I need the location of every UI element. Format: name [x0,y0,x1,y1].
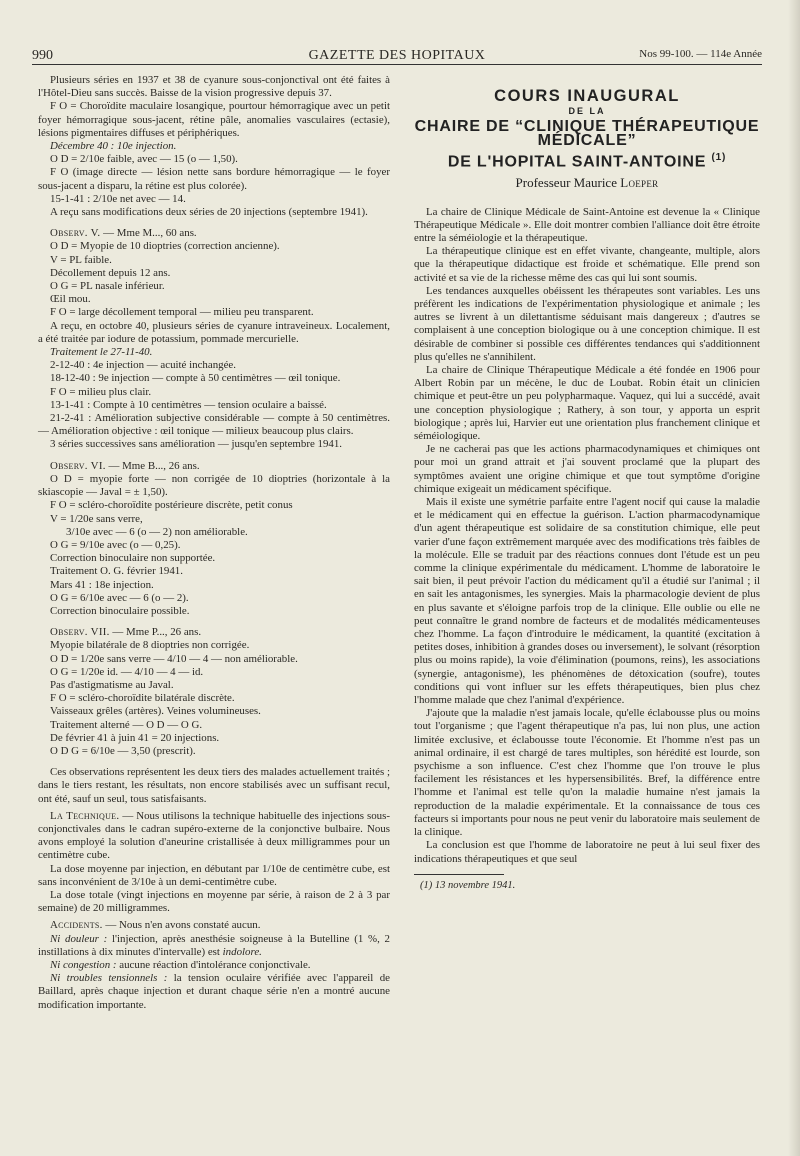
obs-line: Traitement O. G. février 1941. [50,565,183,578]
obs-line: Décollement depuis 12 ans. [50,266,171,279]
paragraph: La dose totale (vingt injections en moyenne par série, à raison de 2 à 3 par semaine) de 20 milligrammes. [38,888,390,915]
obs-line: Traitement alterné — O D — O G. [50,718,203,731]
obs-line: Mars 41 : 18e injection. [50,578,154,591]
paragraph: La dose moyenne par injection, en débutant par 1/10e de centimètre cube, est sans inconvénient de 3/10e à un demi-centimètre cube. [38,862,390,888]
paragraph [38,933,390,959]
lecture-title-block [414,87,760,191]
observation-heading [38,626,390,639]
lecture-chair-title: CHAIRE DE “CLINIQUE THÉRAPEUTIQUE MÉDICALE” [414,118,760,149]
obs-line: Œil mou. [50,293,91,306]
paragraph [38,959,390,972]
obs-line: 3/10e avec — 6 (o — 2) non améliorable. [66,525,248,538]
obs-line: O D = Myopie de 10 dioptries (correction ancienne). [50,240,280,253]
italic-lead: Ni congestion : [50,959,117,971]
paragraph: Ces observations représentent les deux tiers des malades actuellement traités ; dans le tiers restant, les résultats, non encore stabilisés avec un suffisant recul, ont été, sauf un seul, tous satisfaisants. [38,766,390,805]
paragraph: La chaire de Clinique Thérapeutique Médicale a été fondée en 1906 pour Albert Robin par un mécène, le duc de Loubat. Robin était un clinicien chimique et peut-être un peu polypharmaque. Vaquez, qui lui a succédé, avait une conception physiologique ; Rathery, à son tour, y apporta un esprit biologique ; après lui, Harvier eut une orientation plus franchement clinique et séméiologique. [414,363,760,442]
obs-line: 18-12-40 : 9e injection — compte à 50 centimètres — œil tonique. [50,372,341,385]
footnote: (1) 13 novembre 1941. [420,879,516,891]
paragraph: A reçu sans modifications deux séries de 20 injections (septembre 1941). [50,206,368,219]
obs-line: V = PL faible. [50,253,112,266]
paragraph [38,972,390,1012]
professor-name: Loeper [620,175,659,191]
footnote-ref: (1) [711,151,727,163]
hospital-name: DE L'HOPITAL SAINT-ANTOINE [447,153,707,171]
paragraph: Mais il existe une symétrie parfaite entre l'agent nocif qui cause la maladie et le médicament qui en effectue la guérison. L'action pharmacodynamique d'un agent thérapeutique est solidaire de sa constitution chimique, elle peut varier d'une façon extrêmement marquée avec des modifications très faibles de la molécule. Elle se traduit par des réactions connues dont l'étude est un peu comme la clinique expérimentale du médicament. L'homme de laboratoire le sait bien, il peut prévoir l'action du médicament qu'il a étudié sur l'animal ; il en sait les antagonismes, les synergies. Mais la pharmacologie devient de plus en plus savante et s'éloigne parfois trop de la clinique. Elle oublie ou elle ne peut connaître le grand nombre de facteurs et de modalités médicamenteuses chez l'homme. La façon d'introduire le médicament, la quantité (excitation à petites doses, inhibition à grandes doses ou inversement), le solvant (résorption plus ou moins rapide), la voie d'élimination (poumons, reins), les associations (synergie, antagonisme), les phénomènes de détoxication (soufre), toutes conditions qui vont influer sur les effets thérapeutiques, bien plus chez l'homme malade que chez l'animal d'expérience. [414,496,760,707]
section-label: La Technique. [50,809,120,822]
obs-line: Myopie bilatérale de 8 dioptries non corrigée. [50,639,250,652]
professor-byline [414,176,760,189]
obs-line: O G = 6/10e avec — 6 (o — 2). [50,591,189,604]
paragraph: Décembre 40 : 10e injection. [50,140,177,153]
obs-line: De février 41 à juin 41 = 20 injections. [50,731,220,744]
paragraph: F O (image directe — lésion nette sans bordure hémorragique — le foyer sous-jacent a disparu, la rétine est plus colorée). [38,166,390,192]
section-label: Accidents. [50,919,103,932]
obs-line: O G = PL nasale inférieur. [50,280,165,293]
observation-patient: — Mme P..., 26 ans. [109,626,202,639]
page-header [32,46,762,66]
paragraph: Je ne cacherai pas que les actions pharmacodynamiques et chimiques ont pour moi un grand attrait et j'ai souvent proclamé que la plupart des symptômes avaient une origine chimique et que tout symptôme d'origine chimique exigeait un médicament spécifique. [414,443,760,495]
paragraph-text: aucune réaction d'intolérance conjonctivale. [116,959,311,971]
footnote-rule [414,874,504,875]
paragraph: J'ajoute que la maladie n'est jamais locale, qu'elle éclabousse plus ou moins tout l'organisme ; que l'agent thérapeutique n'a pas, lui non plus, une action limitée exclusive, et éclabousse toute l'économie. Et l'homme n'est pas un animal ordinaire, il est chargé de tares multiples, son hérédité est lourde, son psychisme a son influence. C'est chez l'homme que l'on trouve le plus facilement les résistances et les hypersensibilités. Bref, la différence entre l'homme et l'animal est telle qu'on la maladie humaine n'est jamais la reproduction de la maladie expérimentale. Et la connaissance de tous ces facteurs si importants pour nous ne peut venir du laboratoire mais seulement de la clinique. [414,707,760,839]
observation-patient: — Mme B..., 26 ans. [105,459,200,472]
scan-shadow [788,0,800,1156]
obs-line: 13-1-41 : Compte à 10 centimètres — tension oculaire a baissé. [50,398,327,411]
page-number: 990 [32,48,53,63]
obs-line: 2-12-40 : 4e injection — acuité inchangée. [50,359,236,372]
right-column [414,74,760,892]
obs-line: 21-2-41 : Amélioration subjective considérable — compte à 50 centimètres. — Amélioration objective : œil tonique — milieux beaucoup plus clairs. [38,412,390,438]
obs-line: O D G = 6/10e — 3,50 (prescrit). [50,744,196,757]
obs-line: O D = myopie forte — non corrigée de 10 dioptries (horizontale à la skiascopie — Javal = ± 1,50). [38,472,390,499]
paragraph [38,919,390,932]
header-rule [32,64,762,65]
obs-line: Vaisseaux grêles (artères). Veines volumineuses. [50,705,261,718]
spacer [38,452,390,460]
lecture-hospital-title [414,151,760,169]
section-text: — Nous n'en avons constaté aucun. [102,919,261,932]
paragraph-text: l'injection, après anesthésie soigneuse à la Butelline (1 %, 2 instillations à dix minutes d'intervalle) est [38,932,390,958]
issue-info: Nos 99-100. — 114e Année [639,48,762,60]
obs-line: A reçu, en octobre 40, plusieurs séries de cyanure intraveineux. Localement, a été traitée par iodure de potassium, pommade mercurielle. [38,319,390,345]
paragraph-text: la tension oculaire vérifiée avec l'appareil de Baillard, après chaque injection et durant chaque série n'en a montré aucune modification importante. [38,972,390,1011]
italic-lead: Ni douleur : [50,932,108,945]
paragraph: La chaire de Clinique Médicale de Saint-Antoine est devenue la « Clinique Thérapeutique Médicale ». Elle doit montrer combien l'alliance doit être étroite entre la séméiologie et la thérapeutique. [414,205,760,244]
obs-line: F O = scléro-choroïdite postérieure discrète, petit conus [50,499,293,512]
obs-line: 3 séries successives sans amélioration — jusqu'en septembre 1941. [50,438,343,451]
spacer [38,618,390,626]
obs-line: Correction binoculaire non supportée. [50,552,216,565]
spacer [414,190,760,198]
paragraph: O D = 2/10e faible, avec — 15 (o — 1,50). [50,153,238,166]
paragraph: La thérapeutique clinique est en effet vivante, changeante, multiple, alors que la thérapeutique didactique est froide et schématique. Elle prend son activité et sa vie de la richesse même des cas qui lui sont soumis. [414,245,760,284]
italic-word: indolore. [222,945,262,958]
paragraph: La conclusion est que l'homme de laboratoire ne peut à lui seul fixer des indications thérapeutiques et que seul [414,839,760,865]
journal-title: GAZETTE DES HOPITAUX [308,48,486,63]
observation-label: Observ. V. [50,227,101,240]
obs-line: V = 1/20e sans verre, [50,512,143,525]
observation-heading [38,227,390,240]
observation-patient: — Mme M..., 60 ans. [100,227,197,240]
spacer [38,758,390,766]
italic-lead: Ni troubles tensionnels : [50,972,168,985]
observation-heading [38,460,390,473]
paragraph: Plusieurs séries en 1937 et 38 de cyanure sous-conjonctival ont été faites à l'Hôtel-Dieu sans succès. Baisse de la vision progressive depuis 37. [38,74,390,100]
obs-line: Correction binoculaire possible. [50,604,190,617]
observation-label: Observ. VI. [50,459,106,472]
lecture-title: COURS INAUGURAL [494,87,680,105]
spacer [414,198,760,206]
obs-line: O G = 1/20e id. — 4/10 — 4 — id. [50,665,204,678]
paragraph: Les tendances auxquelles obéissent les thérapeutes sont variables. Les uns préfèrent les indications de l'expérimentation physiologique et animale ; les autres se livrent à un dilettantisme séduisant mais dangereux ; d'autres se complaisent à une conception biologique ou à une conception chimique. Il est désirable de combiner si possible ces différentes tendances qui s'additionnent plus qu'elles ne s'annihilent. [414,284,760,363]
observation-label: Observ. VII. [50,626,110,639]
obs-line: F O = large décollement temporal — milieu peu transparent. [50,306,314,319]
obs-line: F O = scléro-choroïdite bilatérale discrète. [50,692,235,705]
obs-line: F O = milieu plus clair. [50,385,152,398]
obs-line: O G = 9/10e avec (o — 0,25). [50,538,181,551]
section-text: — Nous utilisons la technique habituelle des injections sous-conjonctivales dans le cadran supéro-externe de la conjonctive bulbaire. Nous avons employé la solution d'aneurine cristallisée à deux milligrammes pour un centimètre cube. [38,809,390,862]
paragraph: F O = Choroïdite maculaire losangique, pourtour hémorragique avec un petit foyer hémorragique sous-jacent, rétine pâle, anomalies vasculaires (ectasie), lésions pigmentaires diffuses et périphériques. [38,100,390,139]
obs-line: Pas d'astigmatisme au Javal. [50,678,174,691]
obs-line: O D = 1/20e sans verre — 4/10 — 4 — non améliorable. [50,652,298,665]
left-column [38,74,390,1012]
paragraph [38,810,390,863]
obs-line: Traitement le 27-11-40. [50,346,153,359]
paragraph: 15-1-41 : 2/10e net avec — 14. [50,192,186,205]
spacer [38,219,390,227]
lecture-title-connector: DE LA [568,106,606,117]
professor-prefix: Professeur Maurice [515,175,621,191]
